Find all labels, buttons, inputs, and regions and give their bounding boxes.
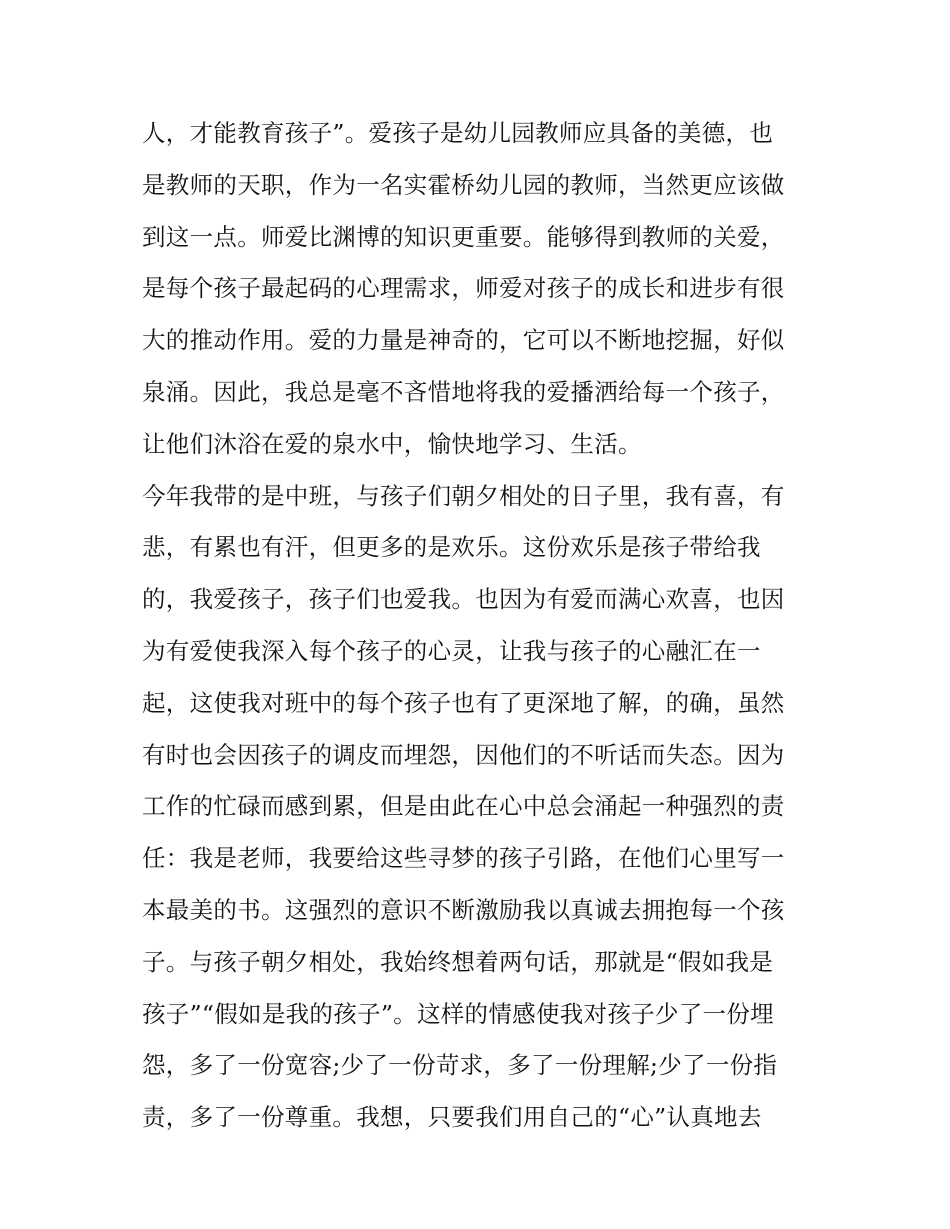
text-line: 大的推动作用。爱的力量是神奇的，它可以不断地挖掘，好似 [142,326,785,355]
text-line: 工作的忙碌而感到累，但是由此在心中总会涌起一种强烈的责 [142,792,785,821]
text-line: 子。与孩子朝夕相处，我始终想着两句话，那就是“假如我是 [142,947,774,976]
text-line: 泉涌。因此，我总是毫不吝惜地将我的爱播洒给每一个孩子， [142,377,785,406]
text-line: 让他们沐浴在爱的泉水中，愉快地学习、生活。 [142,429,642,458]
text-line: 是教师的天职，作为一名实霍桥幼儿园的教师，当然更应该做 [142,170,785,199]
text-line: 有时也会因孩子的调皮而埋怨，因他们的不听话而失态。因为 [142,740,785,769]
text-line: 人，才能教育孩子”。爱孩子是幼儿园教师应具备的美德，也 [142,119,774,147]
text-line: 任：我是老师，我要给这些寻梦的孩子引路，在他们心里写一 [142,844,785,873]
text-line: 起，这使我对班中的每个孩子也有了更深地了解，的确，虽然 [142,688,785,717]
text-line: 悲，有累也有汗，但更多的是欢乐。这份欢乐是孩子带给我 [142,533,761,562]
text-line: 为有爱使我深入每个孩子的心灵，让我与孩子的心融汇在一 [142,636,761,665]
text-line: 到这一点。师爱比渊博的知识更重要。能够得到教师的关爱， [142,222,785,251]
text-line: 是每个孩子最起码的心理需求，师爱对孩子的成长和进步有很 [142,274,785,303]
text-line: 怨，多了一份宽容;少了一份苛求，多了一份理解;少了一份指 [142,1051,778,1080]
text-line: 本最美的书。这强烈的意识不断激励我以真诚去拥抱每一个孩 [142,895,785,924]
text-line: 孩子”“假如是我的孩子”。这样的情感使我对孩子少了一份埋 [142,999,774,1028]
text-line: 责，多了一份尊重。我想，只要我们用自己的“心”认真地去 [142,1103,762,1132]
text-line: 今年我带的是中班，与孩子们朝夕相处的日子里，我有喜，有 [142,481,785,510]
body-text [142,108,822,1144]
text-line: 的，我爱孩子，孩子们也爱我。也因为有爱而满心欢喜，也因 [142,585,785,614]
